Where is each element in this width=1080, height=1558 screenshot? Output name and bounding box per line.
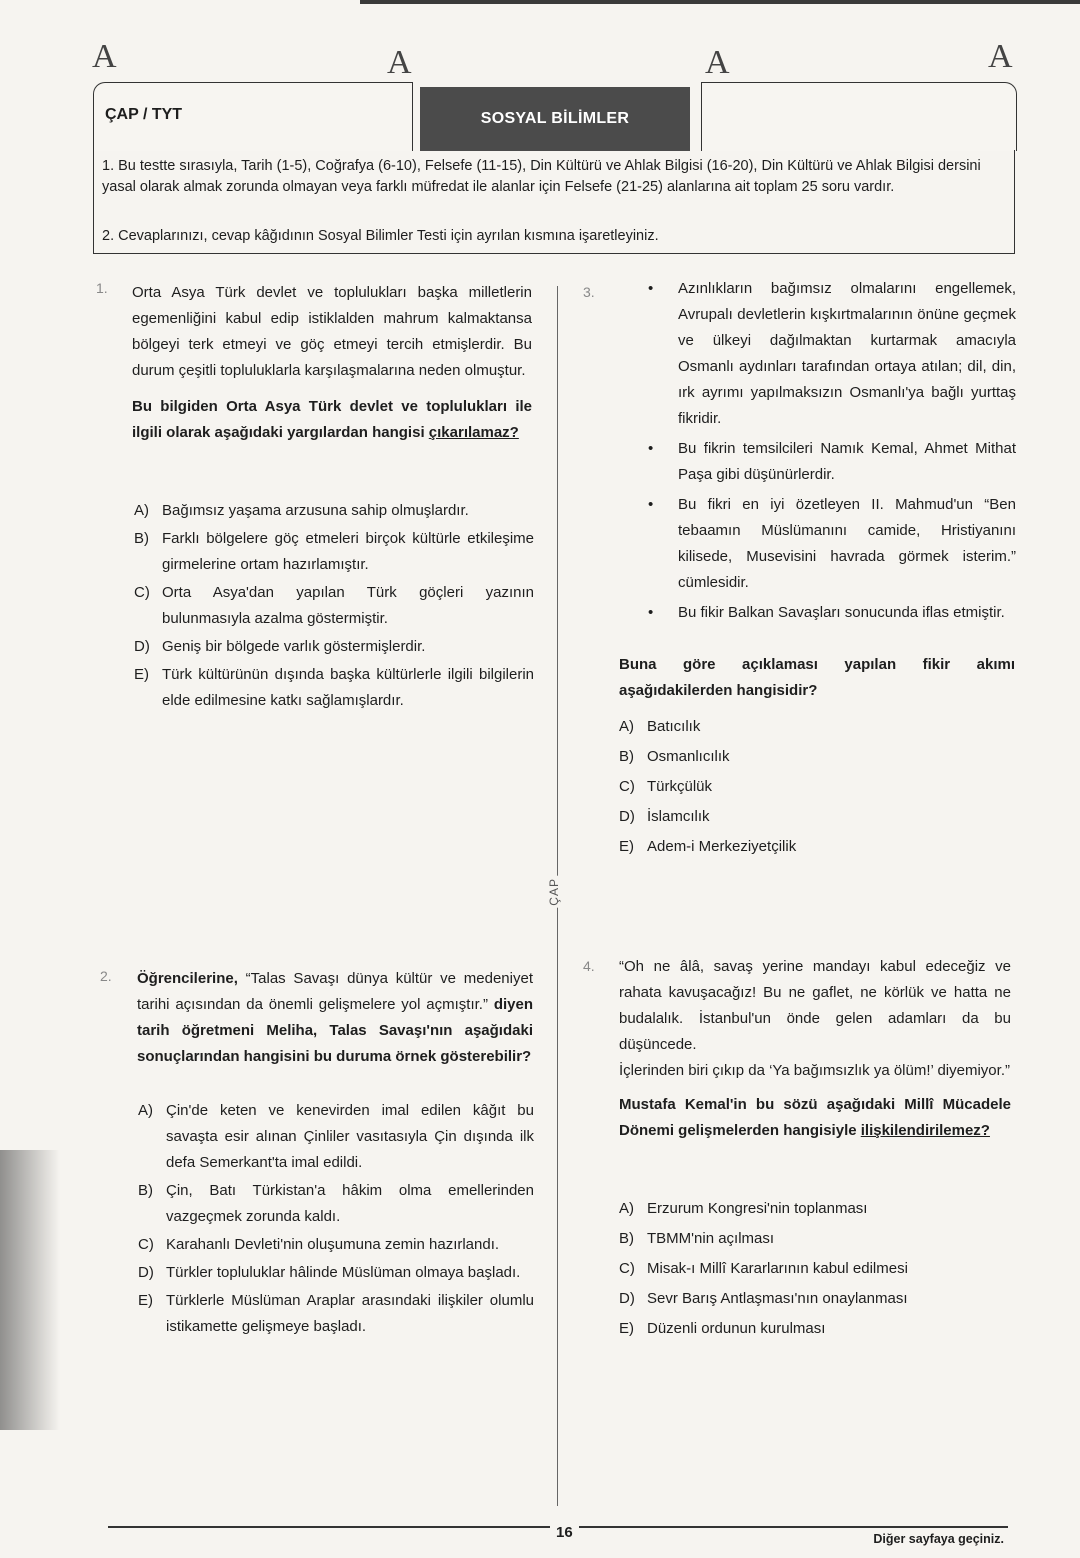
options-q3 bbox=[619, 712, 1015, 862]
question-quote: “Oh ne âlâ, savaş yerine mandayı kabul edeceğiz ve rahata kavuşacağız! Bu ne gaflet, ne körlük ve hatta ne budalalık. İstanbul'un önde gelen adamları da bu düşüncede. bbox=[619, 958, 1011, 1053]
question-stem: Öğrencilerine, “Talas Savaşı dünya kültür ve medeniyet tarihi açısından da önemli gelişmelere yol açmıştır.” diyen tarih öğretmeni Meliha, Talas Savaşı'nın aşağıdaki sonuçlarından hangisini bu duruma örnek gösterebilir? bbox=[137, 970, 533, 1065]
option-b[interactable]: B) Osmanlıcılık bbox=[619, 748, 730, 765]
booklet-letter: A bbox=[705, 44, 730, 81]
subject-title: SOSYAL BİLİMLER bbox=[420, 87, 690, 151]
side-mark: ÇAP bbox=[547, 876, 567, 908]
option-e[interactable]: E) Adem-i Merkeziyetçilik bbox=[619, 838, 797, 855]
option-a[interactable]: A) Batıcılık bbox=[619, 718, 701, 735]
option-d[interactable]: D) Türkler topluluklar hâlinde Müslüman olmaya başladı. bbox=[138, 1264, 521, 1281]
option-c[interactable]: C) Misak-ı Millî Kararlarının kabul edilmesi bbox=[619, 1260, 908, 1277]
option-e[interactable]: E) Türk kültürünün dışında başka kültürlerle ilgili bilgilerin elde edilmesine katkı sağlamışlardır. bbox=[134, 666, 534, 709]
option-a[interactable]: A) Çin'de keten ve kenevirden imal edilen kâğıt bu savaşta esir alınan Çinliler vasıtasıyla Çin dışında ilk defa Semerkant'ta imal edildi. bbox=[138, 1102, 534, 1171]
page-shadow bbox=[0, 1150, 60, 1430]
bullet-item: • Azınlıkların bağımsız olmalarını engellemek, Avrupalı devletlerin kışkırtmalarının önüne geçmek ve ülkeyi dağılmaktan kurtarmak amacıyla Osmanlı aydınları tarafından ortaya atılan; dil, din, ırk ayrımı yapılmaksızın Osmanlı'ya bağlı yurttaş fikridir. bbox=[648, 280, 1016, 427]
option-d[interactable]: D) Geniş bir bölgede varlık göstermişlerdir. bbox=[134, 638, 426, 655]
option-b[interactable]: B) TBMM'nin açılması bbox=[619, 1230, 775, 1247]
option-e[interactable]: E) Türklerle Müslüman Araplar arasındaki ilişkiler olumlu istikamette gelişmeye başladı. bbox=[138, 1292, 534, 1335]
question-1 bbox=[132, 280, 532, 446]
question-4 bbox=[619, 954, 1011, 1144]
instruction-item: 2. Cevaplarınızı, cevap kâğıdının Sosyal Bilimler Testi için ayrılan kısmına işaretleyiniz. bbox=[102, 228, 659, 244]
option-b[interactable]: B) Farklı bölgelere göç etmeleri birçok kültürle etkileşime girmelerine ortam hazırlamıştır. bbox=[134, 530, 534, 573]
exam-type-label: ÇAP / TYT bbox=[105, 106, 183, 123]
option-c[interactable]: C) Türkçülük bbox=[619, 778, 713, 795]
question-3-bullets bbox=[648, 276, 1016, 628]
question-2 bbox=[137, 966, 533, 1070]
instructions-box bbox=[93, 150, 1015, 254]
top-edge-line bbox=[360, 0, 1080, 4]
question-number: 3. bbox=[583, 284, 595, 300]
option-e[interactable]: E) Düzenli ordunun kurulması bbox=[619, 1320, 826, 1337]
question-number: 4. bbox=[583, 958, 595, 974]
options-q1 bbox=[134, 498, 534, 714]
option-a[interactable]: A) Bağımsız yaşama arzusuna sahip olmuşlardır. bbox=[134, 502, 469, 519]
option-c[interactable]: C) Karahanlı Devleti'nin oluşumuna zemin hazırlandı. bbox=[138, 1236, 500, 1253]
header-right-box bbox=[701, 82, 1017, 151]
option-b[interactable]: B) Çin, Batı Türkistan'a hâkim olma emellerinden vazgeçmek zorunda kaldı. bbox=[138, 1182, 534, 1225]
question-quote: İçlerinden biri çıkıp da ‘Ya bağımsızlık ya ölüm!’ diyemiyor.” bbox=[619, 1062, 1010, 1079]
option-c[interactable]: C) Orta Asya'dan yapılan Türk göçleri yazının bulunmasıyla azalma göstermiştir. bbox=[134, 584, 534, 627]
question-stem: Buna göre açıklaması yapılan fikir akımı aşağıdakilerden hangisidir? bbox=[619, 656, 1015, 699]
page-number: 16 bbox=[550, 1524, 579, 1541]
option-a[interactable]: A) Erzurum Kongresi'nin toplanması bbox=[619, 1200, 868, 1217]
question-stem: Mustafa Kemal'in bu sözü aşağıdaki Millî Mücadele Dönemi gelişmelerden hangisiyle ilişkilendirilemez? bbox=[619, 1096, 1011, 1139]
booklet-letter: A bbox=[988, 38, 1013, 75]
instruction-item: 1. Bu testte sırasıyla, Tarih (1-5), Coğrafya (6-10), Felsefe (11-15), Din Kültürü ve Ahlak Bilgisi (16-20), Din Kültürü ve Ahlak Bilgisi dersini yasal olarak almak zorunda olmayan veya farklı müfredat ile alanlar için Felsefe (21-25) alanlarına ait toplam 25 soru vardır. bbox=[102, 158, 981, 195]
options-q4 bbox=[619, 1194, 1015, 1344]
bullet-item: • Bu fikri en iyi özetleyen II. Mahmud'un “Ben tebaamın Müslümanını camide, Hristiyanını kilisede, Musevisini havrada görmek isterim.” cümlesidir. bbox=[648, 496, 1016, 591]
question-stem: Bu bilgiden Orta Asya Türk devlet ve toplulukları ile ilgili olarak aşağıdaki yargılardan hangisi çıkarılamaz? bbox=[132, 398, 532, 441]
booklet-letter: A bbox=[92, 38, 117, 75]
option-d[interactable]: D) İslamcılık bbox=[619, 808, 710, 825]
option-d[interactable]: D) Sevr Barış Antlaşması'nın onaylanması bbox=[619, 1290, 908, 1307]
next-page-note: Diğer sayfaya geçiniz. bbox=[873, 1532, 1004, 1546]
question-text: Orta Asya Türk devlet ve toplulukları başka milletlerin egemenliğini kabul edip istiklalden mahrum kalmaktansa bölgeyi terk etmeyi ve göç etmeyi tercih etmişlerdir. Bu durum çeşitli topluluklarla karşılaşmalarına neden olmuştur. bbox=[132, 284, 532, 379]
bullet-item: • Bu fikir Balkan Savaşları sonucunda iflas etmiştir. bbox=[648, 604, 1005, 621]
bullet-item: • Bu fikrin temsilcileri Namık Kemal, Ahmet Mithat Paşa gibi düşünürlerdir. bbox=[648, 440, 1016, 483]
question-number: 1. bbox=[96, 280, 108, 296]
options-q2 bbox=[138, 1098, 534, 1340]
question-number: 2. bbox=[100, 968, 112, 984]
booklet-letter: A bbox=[387, 44, 412, 81]
